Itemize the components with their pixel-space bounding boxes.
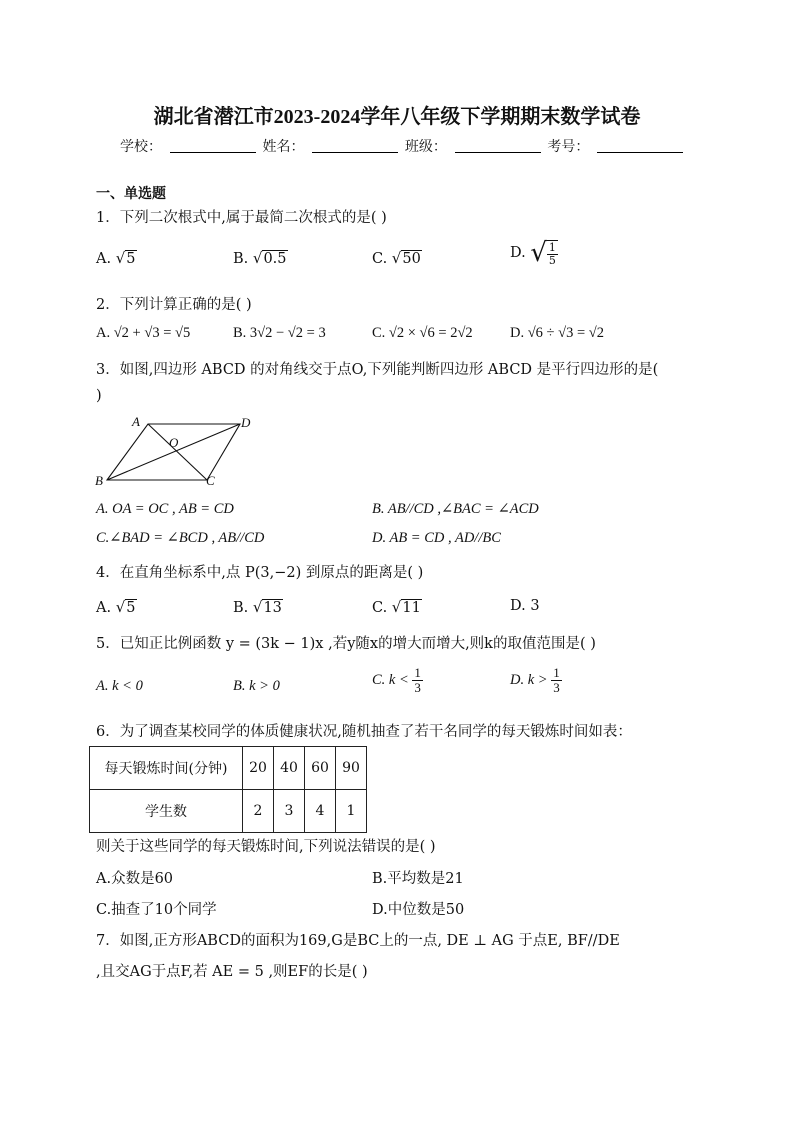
q3-option-c: C.∠BAD = ∠BCD , AB//CD bbox=[96, 530, 265, 546]
exercise-time-table bbox=[89, 746, 367, 833]
q4-option-a: A. √5 bbox=[96, 598, 136, 616]
q1-option-d: D. √ $\frac{1}{5}$ bbox=[510, 238, 556, 268]
q5-option-c: C. k < $\frac{1}{3}$ bbox=[372, 665, 421, 695]
q5-option-a: A. k < 0 bbox=[96, 678, 143, 694]
table-cell: 90 bbox=[336, 747, 367, 790]
q6-option-c: C.抽查了10个同学 bbox=[96, 902, 217, 918]
q3-option-b: B. AB//CD ,∠BAC = ∠ACD bbox=[372, 501, 539, 517]
school-blank bbox=[170, 138, 256, 153]
q4-option-c: C. √11 bbox=[372, 598, 421, 616]
q1-option-c: C. √50 bbox=[372, 249, 421, 267]
table-header-cell: 每天锻炼时间(分钟) bbox=[90, 747, 243, 790]
q1-option-a: A. √5 bbox=[96, 249, 136, 267]
q2-option-c: C. √2 × √6 = 2√2 bbox=[372, 325, 473, 341]
q2-option-d: D. √6 ÷ √3 = √2 bbox=[510, 325, 604, 341]
q3-stem-continuation: ) bbox=[96, 388, 102, 404]
exam-no-blank bbox=[597, 138, 683, 153]
q5-option-d: D. k > $\frac{1}{3}$ bbox=[510, 665, 560, 695]
q5-option-b: B. k > 0 bbox=[233, 678, 280, 694]
class-label: 班级： bbox=[404, 139, 447, 155]
vertex-label-b: B bbox=[95, 473, 103, 488]
table-header-cell: 学生数 bbox=[90, 790, 243, 833]
vertex-label-a: A bbox=[132, 414, 140, 429]
q4-option-b: B. √13 bbox=[233, 598, 282, 616]
section-heading: 一、单选题 bbox=[96, 185, 166, 201]
name-label: 姓名： bbox=[262, 139, 305, 155]
q6-option-a: A.众数是60 bbox=[96, 871, 174, 887]
school-label: 学校： bbox=[120, 139, 162, 155]
diagonal-ac bbox=[148, 424, 207, 480]
table-cell: 2 bbox=[243, 790, 274, 833]
table-row bbox=[90, 747, 367, 790]
table-cell: 3 bbox=[274, 790, 305, 833]
q3-option-a: A. OA = OC , AB = CD bbox=[96, 501, 234, 517]
table-cell: 4 bbox=[305, 790, 336, 833]
q7-stem-line1: 7．如图,正方形ABCD的面积为169,G是BC上的一点, DE ⊥ AG 于点E, BF//DE bbox=[96, 933, 620, 949]
q1-option-b: B. √0.5 bbox=[233, 249, 287, 267]
name-blank bbox=[312, 138, 398, 153]
vertex-label-d: D bbox=[241, 415, 251, 430]
student-info-line bbox=[120, 136, 685, 156]
vertex-label-o: O bbox=[169, 435, 179, 450]
q2-option-b: B. 3√2 − √2 = 3 bbox=[233, 325, 326, 341]
q6-option-d: D.中位数是50 bbox=[372, 902, 465, 918]
vertex-label-c: C bbox=[206, 473, 215, 488]
parallelogram-figure bbox=[90, 412, 265, 492]
table-cell: 20 bbox=[243, 747, 274, 790]
table-cell: 1 bbox=[336, 790, 367, 833]
q6-stem: 6．为了调查某校同学的体质健康状况,随机抽查了若干名同学的每天锻炼时间如表： bbox=[96, 724, 632, 740]
q7-stem-line2: ,且交AG于点F,若 AE = 5 ,则EF的长是( ) bbox=[96, 964, 368, 980]
q4-option-d: D. 3 bbox=[510, 598, 540, 614]
table-row bbox=[90, 790, 367, 833]
q1-stem: 1．下列二次根式中,属于最简二次根式的是( ) bbox=[96, 210, 387, 226]
q3-option-d: D. AB = CD , AD//BC bbox=[372, 530, 501, 546]
table-cell: 60 bbox=[305, 747, 336, 790]
q2-stem: 2．下列计算正确的是( ) bbox=[96, 297, 252, 313]
table-cell: 40 bbox=[274, 747, 305, 790]
q3-stem: 3．如图,四边形 ABCD 的对角线交于点O,下列能判断四边形 ABCD 是平行四边形的是( bbox=[96, 362, 659, 378]
q2-option-a: A. √2 + √3 = √5 bbox=[96, 325, 191, 341]
class-blank bbox=[455, 138, 541, 153]
page-title: 湖北省潜江市2023-2024学年八年级下学期期末数学试卷 bbox=[153, 106, 641, 128]
q6-followup: 则关于这些同学的每天锻炼时间,下列说法错误的是( ) bbox=[96, 839, 436, 855]
exam-no-label: 考号： bbox=[547, 139, 590, 155]
q6-option-b: B.平均数是21 bbox=[372, 871, 464, 887]
q5-stem: 5．已知正比例函数 y = (3k − 1)x ,若y随x的增大而增大,则k的取值范围是( ) bbox=[96, 636, 596, 652]
q4-stem: 4．在直角坐标系中,点 P(3,−2) 到原点的距离是( ) bbox=[96, 565, 424, 581]
